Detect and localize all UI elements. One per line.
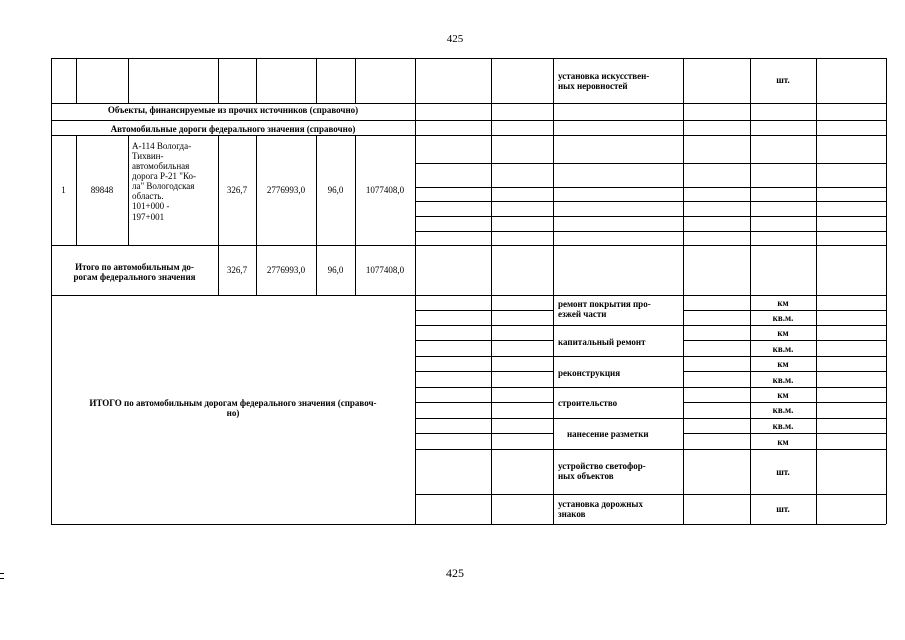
page-number-top: 425 — [446, 33, 464, 45]
grid-line — [816, 58, 817, 524]
grid-line — [683, 371, 886, 372]
work-construction-label: строительство — [558, 398, 618, 408]
work-road-signs-line2: знаков — [558, 509, 586, 520]
unit-capital-repair-sqm: кв.м. — [772, 344, 794, 354]
grid-line — [51, 135, 886, 136]
unit-construction-km: км — [777, 390, 789, 400]
object-name — [132, 141, 218, 222]
grid-line — [415, 402, 553, 403]
grid-line — [415, 356, 886, 357]
object-name-line: дорога Р-21 "Ко- — [132, 171, 196, 182]
object-name-line: автомобильная — [132, 161, 190, 172]
grid-line — [51, 120, 415, 121]
unit-capital-repair-km: км — [777, 328, 789, 338]
object-name-line: область. — [132, 191, 164, 202]
grid-line — [316, 58, 317, 103]
grid-line — [415, 387, 886, 388]
total-label-line1: ИТОГО по автомобильным дорогам федерального значения (справоч- — [89, 398, 377, 408]
grid-line — [76, 58, 77, 103]
subtotal-percent: 96,0 — [327, 264, 344, 275]
grid-line — [683, 340, 886, 341]
unit-construction-sqm: кв.м. — [772, 405, 794, 415]
grid-line — [415, 325, 886, 326]
object-name-line: ла" Вологодская — [132, 181, 195, 192]
grid-line — [51, 524, 886, 525]
grid-line — [683, 310, 886, 311]
grid-line — [886, 58, 887, 524]
grid-line — [415, 449, 886, 450]
grid-line — [415, 216, 886, 217]
grid-line — [355, 58, 356, 103]
object-name-line: 197+001 — [132, 211, 165, 222]
unit-marking-km: км — [777, 437, 789, 447]
grid-line — [415, 163, 886, 164]
work-road-signs-label — [558, 499, 683, 519]
work-road-signs-line1: установка дорожных — [558, 499, 643, 509]
grid-line — [415, 371, 553, 372]
grid-line — [256, 58, 257, 103]
unit-reconstruction-km: км — [777, 359, 789, 369]
subtotal-cost: 2776993,0 — [266, 264, 306, 275]
grid-line — [218, 135, 219, 295]
object-length: 326,7 — [226, 184, 248, 195]
subtotal-label-line1: Итого по автомобильным до- — [75, 262, 194, 272]
grid-line — [51, 58, 886, 59]
unit-surface-repair-km: км — [777, 298, 789, 308]
grid-line — [51, 103, 886, 104]
grid-line — [51, 295, 886, 296]
grid-line — [128, 58, 129, 103]
grid-line — [51, 58, 52, 524]
unit-speed-bumps: шт. — [776, 75, 790, 86]
section-other-sources: Объекты, финансируемые из прочих источников (справочно) — [107, 105, 359, 115]
object-name-line: 101+000 - — [132, 201, 170, 212]
grid-line — [750, 58, 751, 524]
grid-line — [355, 135, 356, 295]
work-traffic-lights-line1: устройство светофор- — [558, 461, 646, 471]
work-traffic-lights-label — [558, 461, 683, 481]
grid-line — [128, 135, 129, 245]
subtotal-sum: 1077408,0 — [365, 264, 405, 275]
work-surface-repair-label — [558, 299, 683, 319]
page-number-bottom: 425 — [446, 566, 464, 580]
grid-line — [415, 494, 886, 495]
unit-reconstruction-sqm: кв.м. — [772, 375, 794, 385]
work-speed-bumps-line2: ных неровностей — [558, 81, 628, 92]
grid-line — [415, 231, 886, 232]
object-name-line: А-114 Вологда- — [132, 141, 192, 151]
grid-line — [415, 58, 416, 524]
grid-line — [76, 135, 77, 245]
work-reconstruction-label: реконструкция — [558, 368, 621, 378]
grid-line — [415, 340, 553, 341]
grid-line — [415, 418, 886, 419]
grid-line — [316, 135, 317, 295]
grid-line — [415, 433, 553, 434]
work-surface-repair-line1: ремонт покрытия про- — [558, 299, 651, 309]
unit-surface-repair-sqm: кв.м. — [772, 313, 794, 323]
object-name-line: Тихвин- — [132, 151, 164, 162]
work-traffic-lights-line2: ных объектов — [558, 471, 614, 482]
grid-line — [415, 201, 886, 202]
object-code: 89848 — [90, 184, 114, 195]
grid-line — [256, 135, 257, 295]
subtotal-label — [51, 262, 218, 282]
grid-line — [491, 58, 492, 524]
object-index: 1 — [61, 184, 66, 195]
total-label — [55, 398, 411, 418]
grid-line — [415, 310, 553, 311]
grid-line — [51, 245, 886, 246]
grid-line — [683, 433, 886, 434]
unit-road-signs: шт. — [776, 503, 790, 514]
work-capital-repair-label: капитальный ремонт — [558, 337, 646, 347]
object-percent: 96,0 — [327, 184, 344, 195]
unit-marking-sqm: кв.м. — [772, 421, 794, 431]
work-speed-bumps-line1: установка искусствен- — [558, 71, 650, 81]
work-surface-repair-line2: езжей части — [558, 309, 607, 320]
total-label-line2: но) — [226, 408, 240, 419]
object-sum: 1077408,0 — [365, 184, 405, 195]
object-cost: 2776993,0 — [266, 184, 306, 195]
section-federal-roads: Автомобильные дороги федерального значения (справочно) — [110, 124, 356, 134]
grid-line — [415, 187, 886, 188]
subtotal-length: 326,7 — [226, 264, 248, 275]
grid-line — [683, 402, 886, 403]
grid-line — [683, 58, 684, 524]
work-speed-bumps-label — [558, 71, 683, 91]
grid-line — [218, 58, 219, 103]
work-marking-label: нанесение разметки — [567, 429, 649, 439]
grid-line — [415, 120, 886, 121]
unit-traffic-lights: шт. — [776, 466, 790, 477]
subtotal-label-line2: рогам федерального значения — [73, 272, 196, 283]
grid-line — [553, 58, 554, 524]
